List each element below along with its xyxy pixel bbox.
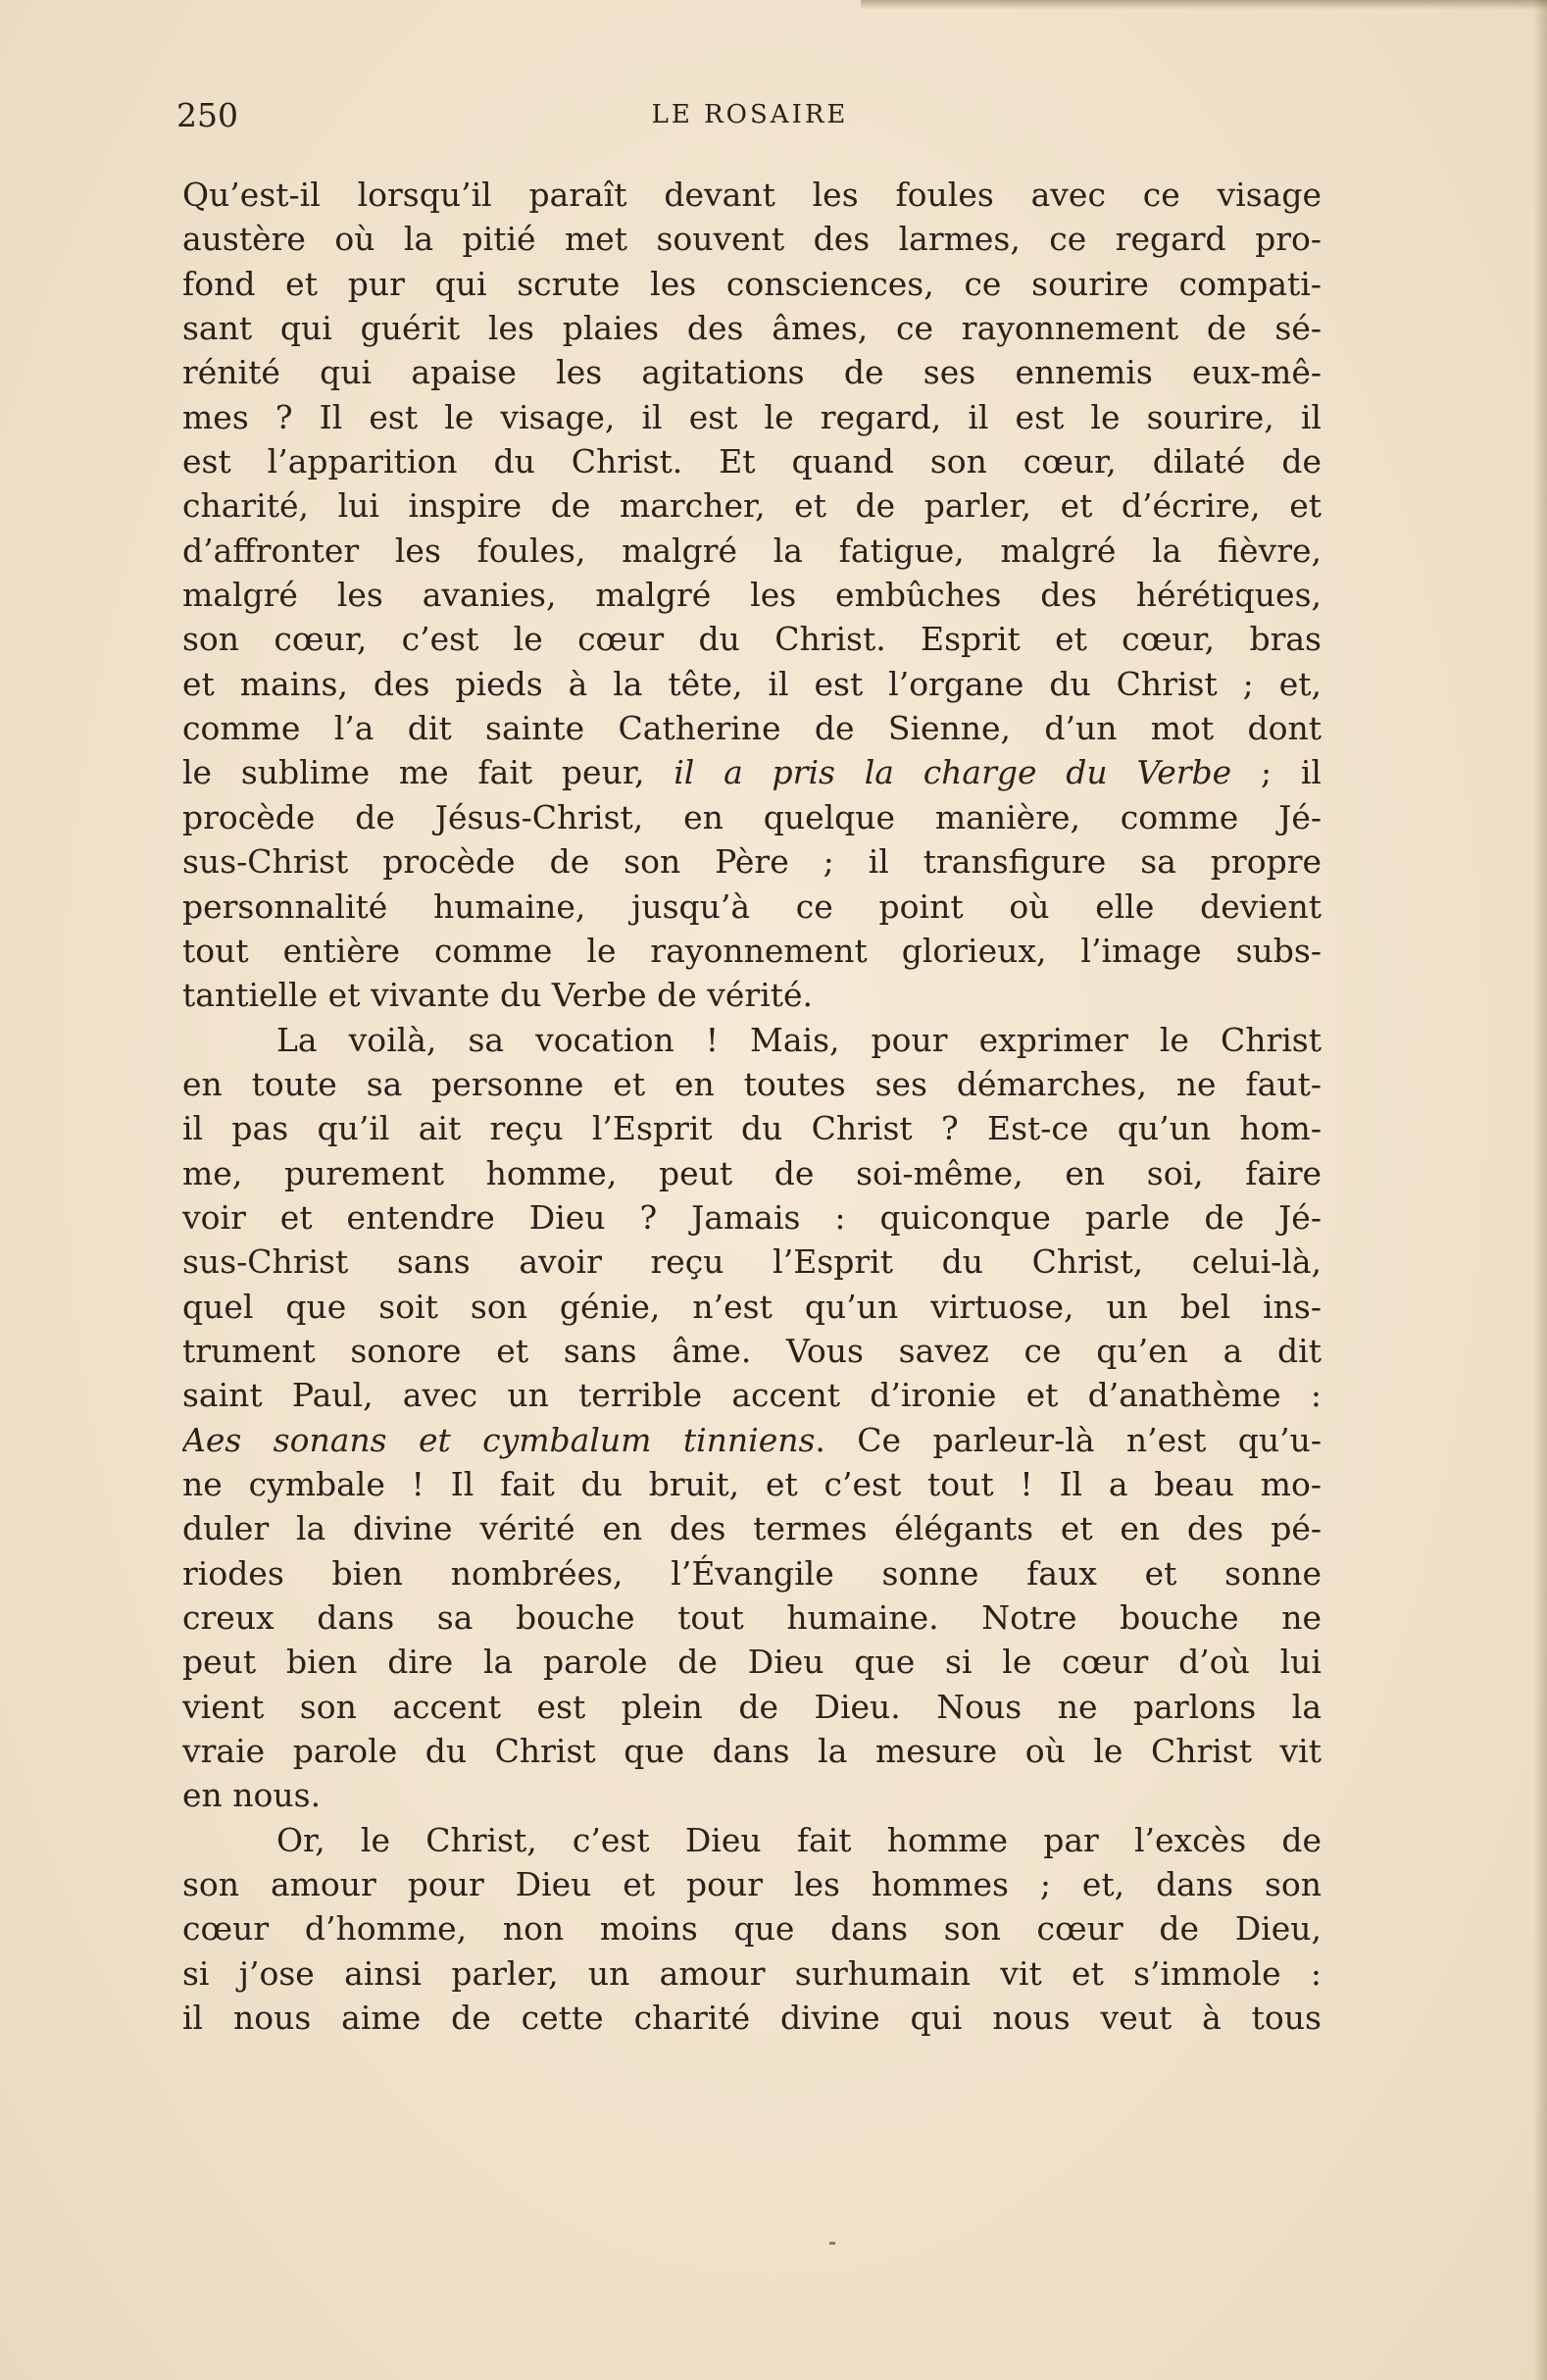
text-line <box>182 217 1322 261</box>
text-segment: si j’ose ainsi parler, un amour surhumain vit et s’immole : <box>182 1953 1322 1993</box>
text-line <box>182 483 1322 528</box>
text-segment: procède de Jésus-Christ, en quelque manière, comme Jé- <box>182 797 1322 836</box>
text-line <box>182 1062 1322 1106</box>
text-line <box>182 1151 1322 1195</box>
text-segment: riodes bien nombrées, l’Évangile sonne faux et sonne <box>182 1553 1322 1593</box>
footer-mark <box>829 2242 835 2245</box>
text-line <box>182 885 1322 929</box>
text-line <box>182 617 1322 661</box>
text-segment: sus-Christ sans avoir reçu l’Esprit du Christ, celui-là, <box>182 1242 1322 1282</box>
text-segment: Or, le Christ, c’est Dieu fait homme par l’excès de <box>276 1820 1322 1859</box>
text-segment: sus-Christ procède de son Père ; il transfigure sa propre <box>182 842 1322 882</box>
page-header <box>176 96 1323 145</box>
text-segment: austère où la pitié met souvent des larmes, ce regard pro- <box>182 220 1322 259</box>
text-segment: sant qui guérit les plaies des âmes, ce rayonnement de sé- <box>182 309 1322 348</box>
text-line <box>182 1818 1322 1862</box>
text-segment: fond et pur qui scrute les consciences, ce sourire compati- <box>182 264 1322 303</box>
text-segment: son cœur, c’est le cœur du Christ. Esprit et cœur, bras <box>182 620 1322 659</box>
text-line <box>182 1862 1322 1906</box>
text-segment: tantielle et vivante du Verbe de vérité. <box>182 976 814 1015</box>
text-line <box>182 1951 1322 1996</box>
text-segment: duler la divine vérité en des termes élégants et en des pé- <box>182 1509 1322 1548</box>
text-segment: trument sonore et sans âme. Vous savez ce qu’en a dit <box>182 1331 1322 1370</box>
text-segment: est l’apparition du Christ. Et quand son cœur, dilaté de <box>182 442 1322 481</box>
text-line <box>182 1285 1322 1329</box>
body-text <box>182 173 1322 2040</box>
running-head: LE ROSAIRE <box>651 100 849 129</box>
text-segment: vient son accent est plein de Dieu. Nous ne parlons la <box>182 1687 1322 1726</box>
text-segment: saint Paul, avec un terrible accent d’ironie et d’anathème : <box>182 1376 1322 1415</box>
text-segment: charité, lui inspire de marcher, et de parler, et d’écrire, et <box>182 486 1322 526</box>
text-segment: cœur d’homme, non moins que dans son cœur de Dieu, <box>182 1909 1322 1949</box>
text-segment: le sublime me fait peur, <box>182 753 674 792</box>
text-segment: il pas qu’il ait reçu l’Esprit du Christ ? Est-ce qu’un hom- <box>182 1109 1322 1148</box>
text-segment: Qu’est-il lorsqu’il paraît devant les foules avec ce visage <box>182 176 1322 214</box>
text-line <box>182 1240 1322 1284</box>
text-segment: mes ? Il est le visage, il est le regard, il est le sourire, il <box>182 397 1322 436</box>
text-line <box>182 529 1322 573</box>
text-line <box>182 262 1322 306</box>
text-segment: ; il <box>1231 753 1322 792</box>
text-line <box>182 795 1322 839</box>
text-segment: comme l’a dit sainte Catherine de Sienne, d’un mot dont <box>182 709 1322 748</box>
text-line <box>182 573 1322 617</box>
text-line <box>182 706 1322 750</box>
text-segment: malgré les avanies, malgré les embûches des hérétiques, <box>182 576 1322 615</box>
paragraph <box>182 1018 1322 1818</box>
text-line <box>182 1685 1322 1729</box>
page-edge-shadow <box>1533 0 1547 2380</box>
text-line <box>182 1373 1322 1417</box>
text-line <box>182 306 1322 350</box>
text-line <box>182 1773 1322 1817</box>
text-line <box>182 350 1322 394</box>
text-line <box>182 1996 1322 2040</box>
text-segment: voir et entendre Dieu ? Jamais : quiconque parle de Jé- <box>182 1197 1322 1237</box>
text-line <box>182 395 1322 439</box>
text-line <box>182 750 1322 794</box>
text-segment: quel que soit son génie, n’est qu’un virtuose, un bel ins- <box>182 1287 1322 1326</box>
text-segment: vraie parole du Christ que dans la mesure où le Christ vit <box>182 1732 1322 1771</box>
text-line <box>182 1329 1322 1373</box>
page-number: 250 <box>176 96 238 134</box>
text-segment: ne cymbale ! Il fait du bruit, et c’est tout ! Il a beau mo- <box>182 1464 1322 1503</box>
text-segment: . Ce parleur-là n’est qu’u- <box>815 1420 1322 1459</box>
italic-phrase: il a pris la charge du Verbe <box>674 753 1232 792</box>
text-line <box>182 1195 1322 1240</box>
text-segment: en nous. <box>182 1776 322 1815</box>
text-segment: d’affronter les foules, malgré la fatigue, malgré la fièvre, <box>182 531 1322 570</box>
text-line <box>182 1640 1322 1684</box>
text-segment: La voilà, sa vocation ! Mais, pour exprimer le Christ <box>276 1020 1322 1059</box>
text-line <box>182 1106 1322 1150</box>
paragraph <box>182 1818 1322 2041</box>
italic-phrase: Aes sonans et cymbalum tinniens <box>182 1420 816 1459</box>
text-segment: personnalité humaine, jusqu’à ce point où elle devient <box>182 886 1322 926</box>
text-line <box>182 1595 1322 1640</box>
text-line <box>182 1418 1322 1462</box>
text-segment: son amour pour Dieu et pour les hommes ; et, dans son <box>182 1865 1322 1904</box>
text-segment: en toute sa personne et en toutes ses démarches, ne faut- <box>182 1064 1322 1103</box>
paragraph <box>182 173 1322 1018</box>
text-line <box>182 839 1322 884</box>
text-line <box>182 1506 1322 1550</box>
text-segment: peut bien dire la parole de Dieu que si le cœur d’où lui <box>182 1643 1322 1682</box>
text-line <box>182 439 1322 483</box>
text-line <box>182 973 1322 1017</box>
text-line <box>182 173 1322 217</box>
text-segment: et mains, des pieds à la tête, il est l’organe du Christ ; et, <box>182 664 1322 703</box>
text-segment: me, purement homme, peut de soi-même, en soi, faire <box>182 1153 1322 1192</box>
text-segment: tout entière comme le rayonnement glorieux, l’image subs- <box>182 931 1322 970</box>
text-line <box>182 1551 1322 1595</box>
text-segment: il nous aime de cette charité divine qui nous veut à tous <box>182 1999 1322 2038</box>
text-line <box>182 929 1322 973</box>
text-line <box>182 662 1322 706</box>
text-line <box>182 1729 1322 1773</box>
page-top-shadow <box>861 0 1547 10</box>
text-line <box>182 1018 1322 1062</box>
text-segment: creux dans sa bouche tout humaine. Notre bouche ne <box>182 1598 1322 1637</box>
text-line <box>182 1462 1322 1506</box>
text-segment: rénité qui apaise les agitations de ses ennemis eux-mê- <box>182 353 1322 392</box>
text-line <box>182 1906 1322 1950</box>
